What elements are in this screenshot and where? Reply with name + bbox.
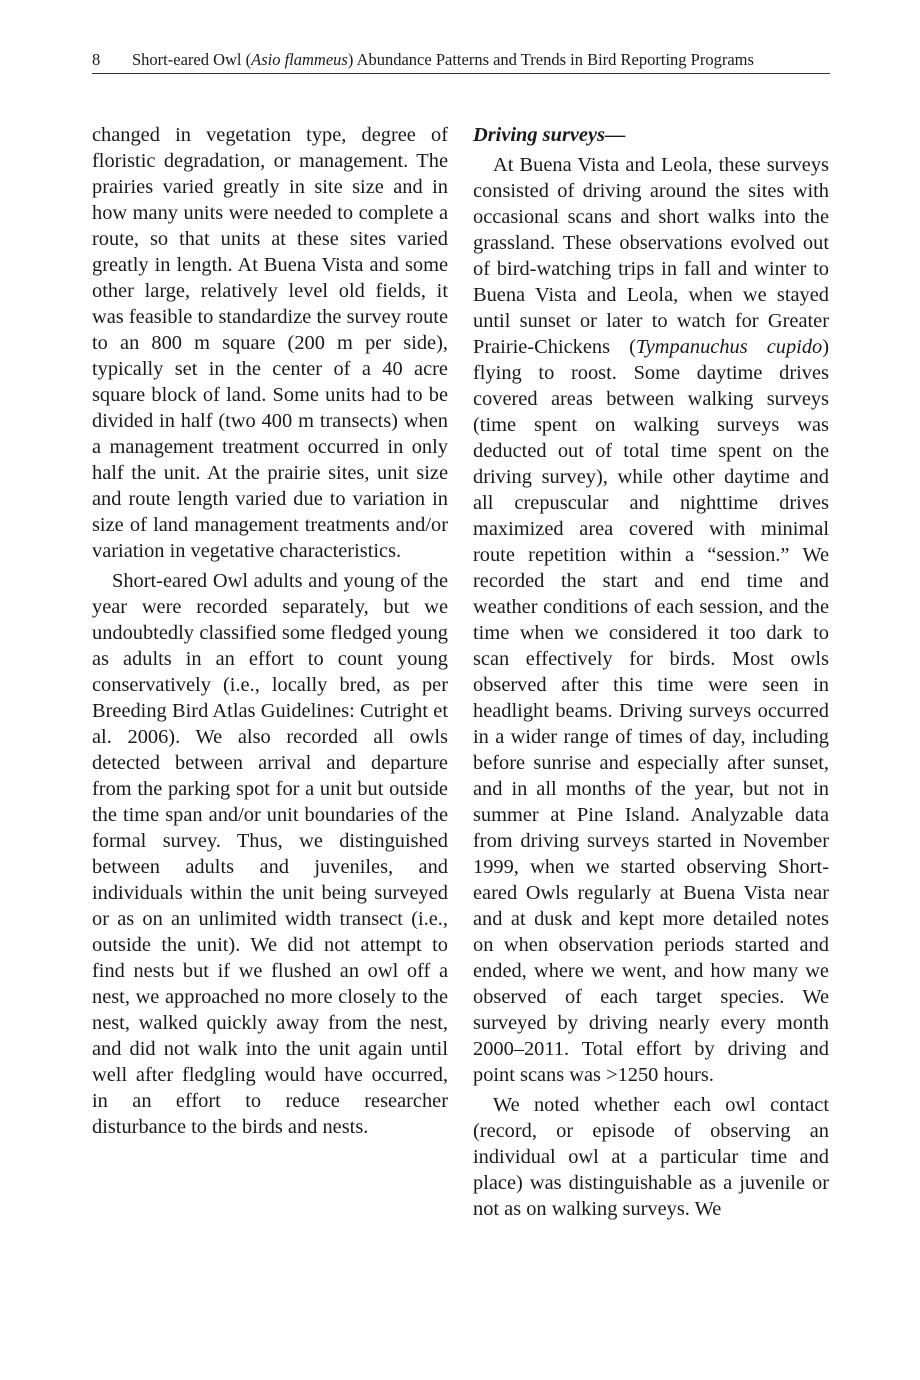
right-column (473, 122, 829, 1226)
left-column (92, 122, 448, 1144)
paragraph: We noted whether each owl contact (record, or episode of observing an individual owl at a particular time and place) was distinguishable as a juvenile or not as on walking surveys. We (473, 1094, 829, 1220)
running-title: Short-eared Owl (Asio flammeus) Abundance Patterns and Trends in Bird Reporting Programs (132, 50, 754, 69)
section-heading: Driving surveys— (473, 124, 626, 146)
species-name: Tympanuchus cupido (635, 336, 823, 358)
paragraph: At Buena Vista and Leola, these surveys consisted of driving around the sites with occasional scans and short walks into the grassland. These observations evolved out of bird-watching trips in fall and winter to Buena Vista and Leola, when we stayed until sunset or later to watch for Greater Prairie-Chickens (Tympanuchus cupido) flying to roost. Some daytime drives covered areas between walking surveys (time spent on walking surveys was deducted out of total time spent on the driving survey), while other daytime and all crepuscular and nighttime drives maximized area covered with minimal route repetition within a “session.” We recorded the start and end time and weather conditions of each session, and the time when we considered it too dark to scan effectively for birds. Most owls observed after this time were seen in headlight beams. Driving surveys occurred in a wider range of times of day, including before sunrise and especially after sunset, and in all months of the year, but not in summer at Pine Island. Analyzable data from driving surveys started in November 1999, when we started observing Short-eared Owls regularly at Buena Vista near and at dusk and kept more detailed notes on when observation periods started and ended, where we went, and how many we observed of each target species. We surveyed by driving nearly every month 2000–2011. Total effort by driving and point scans was >1250 hours. (473, 154, 830, 1086)
page-number: 8 (92, 50, 101, 69)
header-rule (92, 73, 830, 74)
paragraph: changed in vegetation type, degree of floristic degradation, or management. The prairies varied greatly in site size and in how many units were needed to complete a route, so that units at these sites varied greatly in length. At Buena Vista and some other large, relatively level old fields, it was feasible to standardize the survey route to an 800 m square (200 m per side), typically set in the center of a 40 acre square block of land. Some units had to be divided in half (two 400 m transects) when a management treatment occurred in only half the unit. At the prairie sites, unit size and route length varied due to variation in size of land management treatments and/or variation in vegetative characteristics. (92, 124, 448, 562)
running-header (92, 49, 830, 71)
paragraph: Short-eared Owl adults and young of the year were recorded separately, but we undoubtedly classified some fledged young as adults in an effort to count young conservatively (i.e., locally bred, as per Breeding Bird Atlas Guidelines: Cutright et al. 2006). We also recorded all owls detected between arrival and departure from the parking spot for a unit but outside the time span and/or unit boundaries of the formal survey. Thus, we distinguished between adults and juveniles, and individuals within the unit being surveyed or as on an unlimited width transect (i.e., outside the unit). We did not attempt to find nests but if we flushed an owl off a nest, we approached no more closely to the nest, walked quickly away from the nest, and did not walk into the unit again until well after fledgling would have occurred, in an effort to reduce researcher disturbance to the birds and nests. (92, 570, 448, 1138)
species-name: Asio flammeus (251, 50, 348, 69)
